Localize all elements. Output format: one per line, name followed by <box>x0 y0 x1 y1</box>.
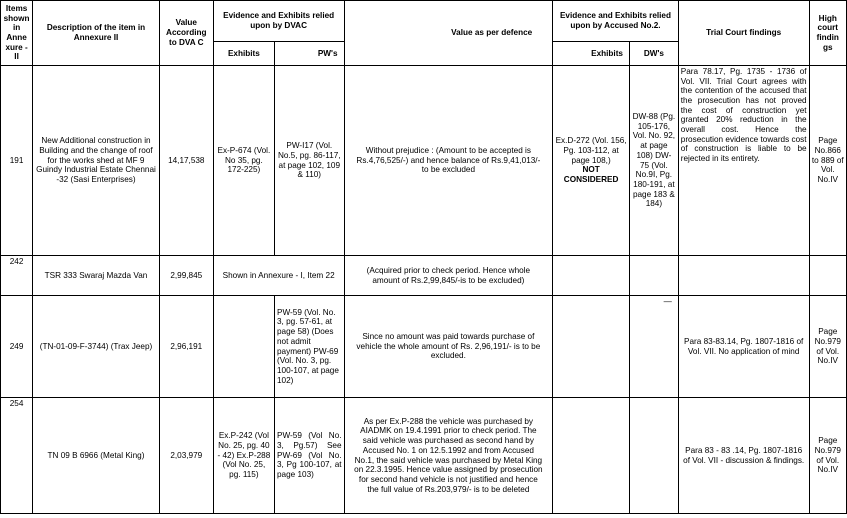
defence-value: (Acquired prior to check period. Hence whole amount of Rs.2,99,845/-is to be excluded) <box>344 256 553 296</box>
table-row <box>1 296 847 398</box>
dvac-exhibits <box>213 296 274 398</box>
accused-exhibits <box>553 296 630 398</box>
header-items: Items shown in Anne xure - II <box>1 1 33 66</box>
trial-court-findings: Para 83 - 83 .14, Pg. 1807-1816 of Vol. VII - discussion & findings. <box>678 398 809 514</box>
header-trial-court: Trial Court findings <box>678 1 809 66</box>
dvac-merged-evidence: Shown in Annexure - I, Item 22 <box>213 256 344 296</box>
value-dva: 14,17,538 <box>159 66 213 256</box>
trial-court-findings: Para 78.17, Pg. 1735 - 1736 of Vol. VII. Trial Court agrees with the contention of the accused that the prosecution has not proved the cost of construction yet granted 20% reduction in the overall cost. Hence the prosecution evidence towards cost of construction is liable to be rejected in its entirety. <box>678 66 809 256</box>
not-considered-label: NOT CONSIDERED <box>563 165 619 184</box>
item-number: 242 <box>1 256 33 296</box>
dvac-pws: PW-59 (Vol No. 3, Pg.57) See PW-69 (Vol No. 3, Pg 100-107, at page 103) <box>275 398 345 514</box>
header-value-dva: Value According to DVA C <box>159 1 213 66</box>
item-description: (TN-01-09-F-3744) (Trax Jeep) <box>33 296 160 398</box>
dvac-exhibits: Ex.P-242 (Vol No. 25, pg. 40 - 42) Ex.P-288 (Vol No. 25, pg. 115) <box>213 398 274 514</box>
value-dva: 2,99,845 <box>159 256 213 296</box>
accused-exhibits <box>553 66 630 256</box>
trial-court-findings <box>678 256 809 296</box>
header-exhibits-accused: Exhibits <box>553 42 630 66</box>
dvac-exhibits: Ex-P-674 (Vol. No 35, pg. 172-225) <box>213 66 274 256</box>
header-evidence-dvac: Evidence and Exhibits relied upon by DVAC <box>213 1 344 42</box>
header-row-1 <box>1 1 847 42</box>
accused-dws <box>630 398 679 514</box>
item-number: 191 <box>1 66 33 256</box>
dvac-pws: PW-I17 (Vol. No.5, pg. 86-117, at page 102, 109 & 110) <box>275 66 345 256</box>
value-dva: 2,03,979 <box>159 398 213 514</box>
accused-exhibits-text: Ex.D-272 (Vol. 156, Pg. 103-112, at page 108,) <box>555 136 627 165</box>
defence-value: As per Ex.P-288 the vehicle was purchased by AIADMK on 19.4.1991 prior to check period. The said vehicle was purchased as second hand by Accused No. 1 on 12.5.1992 and from Accused No.1, the said vehicle was purchased by Metal King on 22.3.1995. Hence value assigned by prosecution for second hand vehicle is not justified and hence the full value of Rs.203,979/- is to be deleted <box>344 398 553 514</box>
header-dws: DW's <box>630 42 679 66</box>
header-exhibits: Exhibits <box>213 42 274 66</box>
high-court-findings: Page No.979 of Vol. No.IV <box>809 398 846 514</box>
accused-dws: DW-88 (Pg. 105-176, Vol. No. 92, at page 108) DW-75 (Vol. No.9I, Pg. 180-191, at page 183 & 184) <box>630 66 679 256</box>
header-description: Description of the item in Annexure II <box>33 1 160 66</box>
header-high-court: High court findin gs <box>809 1 846 66</box>
high-court-findings <box>809 256 846 296</box>
table-row <box>1 256 847 296</box>
accused-dws <box>630 296 679 398</box>
high-court-findings: Page No.979 of Vol. No.IV <box>809 296 846 398</box>
item-description: TSR 333 Swaraj Mazda Van <box>33 256 160 296</box>
trial-court-findings: Para 83-83.14, Pg. 1807-1816 of Vol. VII. No application of mind <box>678 296 809 398</box>
table-row <box>1 66 847 256</box>
high-court-findings: Page No.866 to 889 of Vol. No.IV <box>809 66 846 256</box>
defence-value: Since no amount was paid towards purchase of vehicle the whole amount of Rs. 2,96,191/- is to be excluded. <box>344 296 553 398</box>
header-value-defence: Value as per defence <box>344 1 553 66</box>
table-row <box>1 398 847 514</box>
header-evidence-accused: Evidence and Exhibits relied upon by Accused No.2. <box>553 1 679 42</box>
item-description: TN 09 B 6966 (Metal King) <box>33 398 160 514</box>
dvac-pws: PW-59 (Vol. No. 3, pg. 57-61, at page 58) (Does not admit payment) PW-69 (Vol. No. 3, pg. 100-107, at page 102) <box>275 296 345 398</box>
dws-dash: — <box>663 297 672 306</box>
defence-value: Without prejudice : (Amount to be accepted is Rs.4,76,525/-) and hence balance of Rs.9,41,013/- to be excluded <box>344 66 553 256</box>
accused-exhibits <box>553 256 630 296</box>
item-description: New Additional construction in Building and the change of roof for the works shed at MF 9 Guindy Industrial Estate Chennai -32 (Sasi Enterprises) <box>33 66 160 256</box>
header-pws: PW's <box>275 42 345 66</box>
value-dva: 2,96,191 <box>159 296 213 398</box>
accused-dws <box>630 256 679 296</box>
accused-exhibits <box>553 398 630 514</box>
item-number: 249 <box>1 296 33 398</box>
item-number: 254 <box>1 398 33 514</box>
